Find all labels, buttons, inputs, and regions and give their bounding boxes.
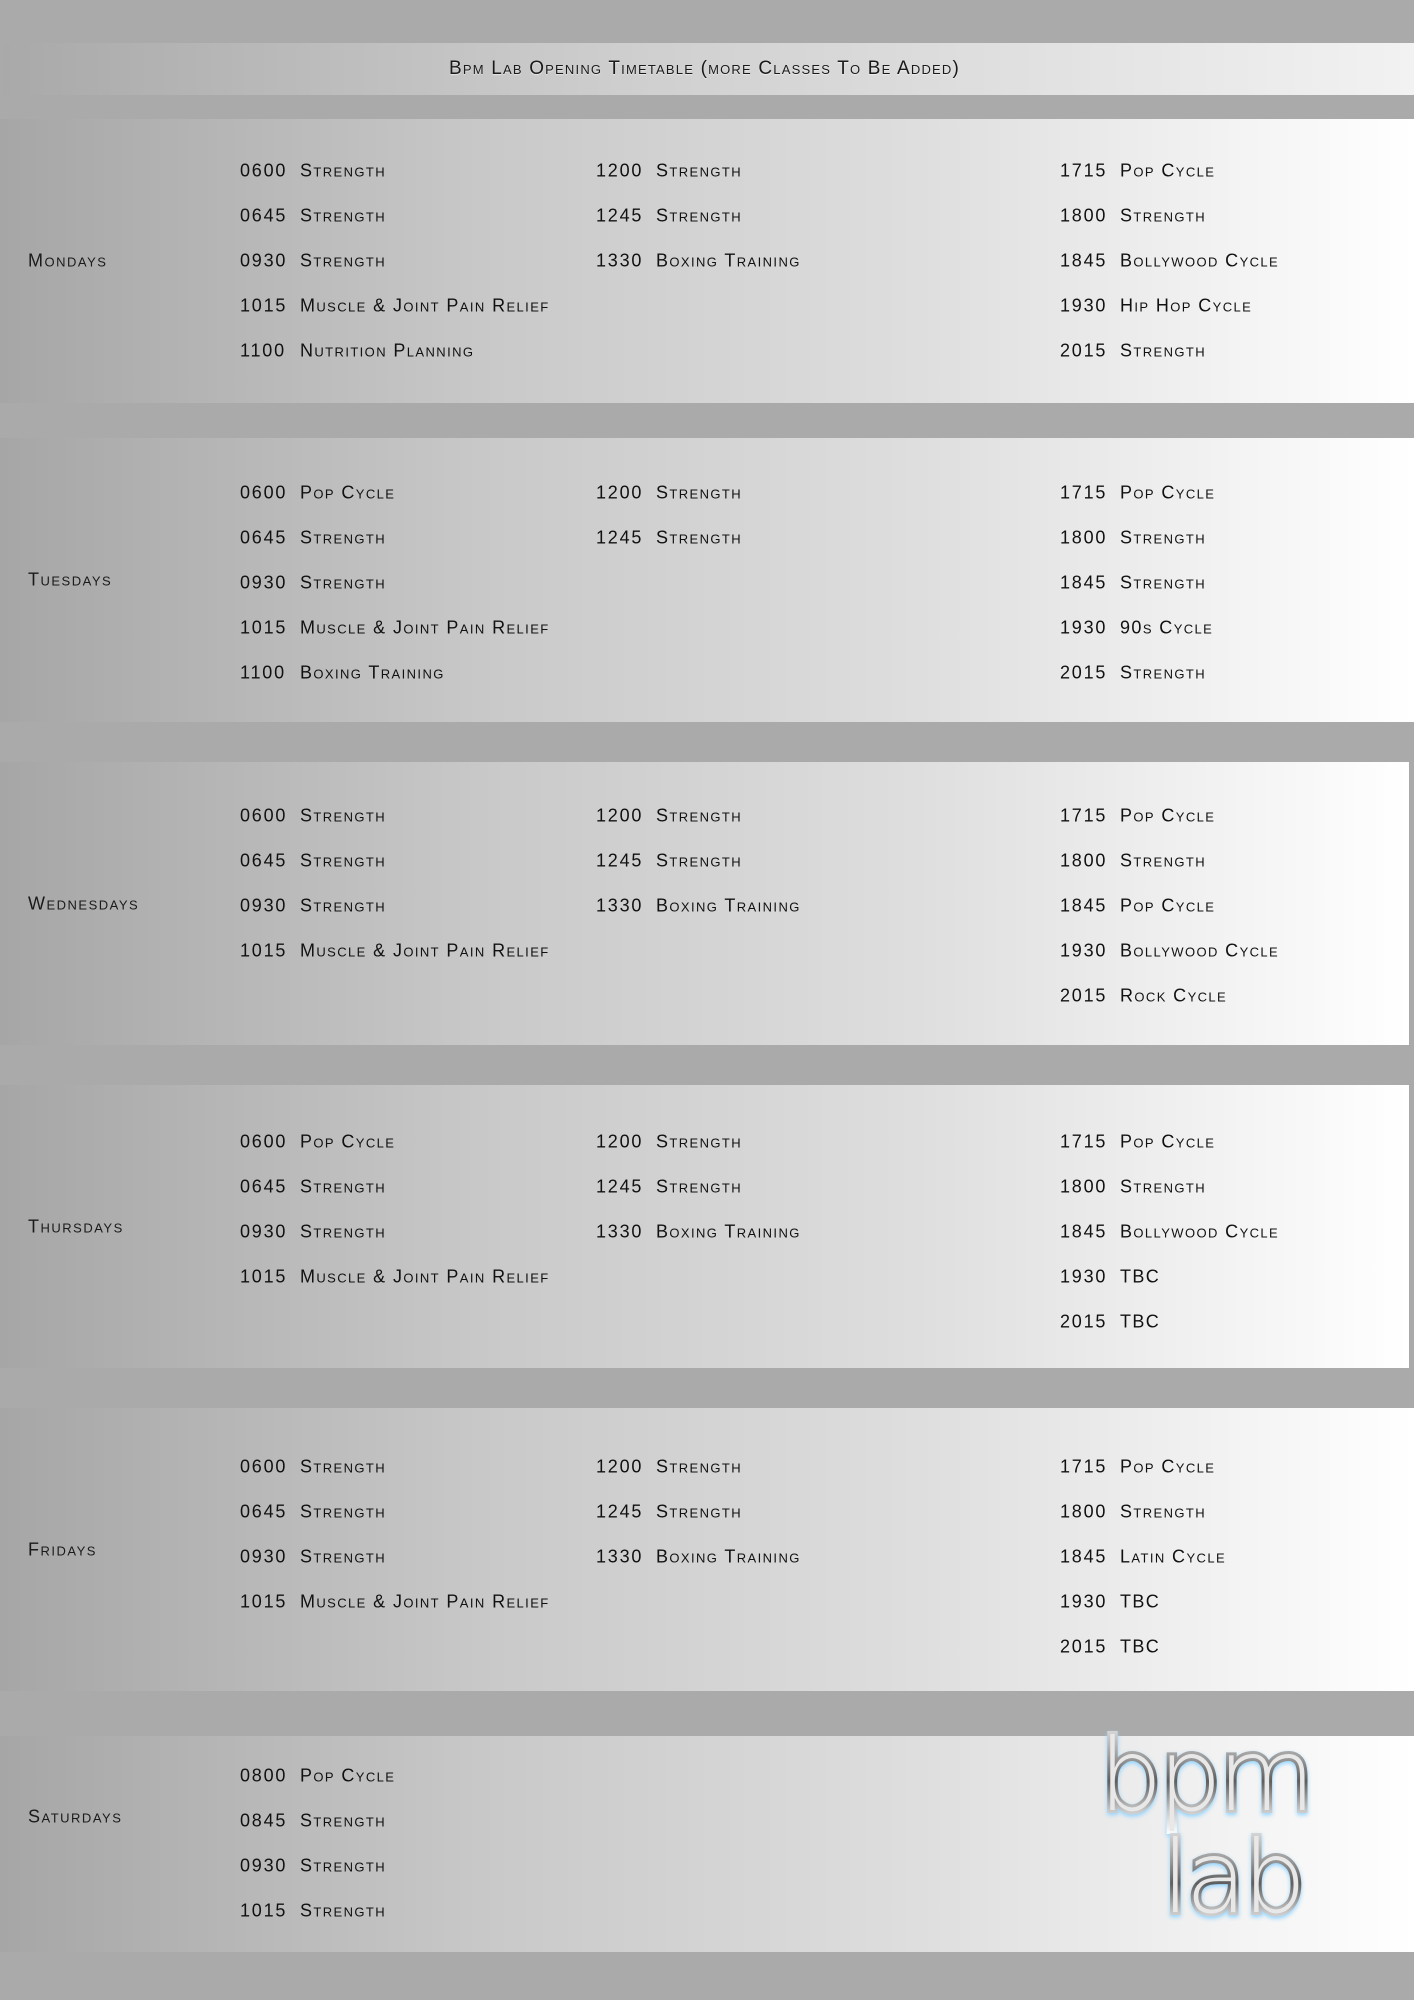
class-entry xyxy=(240,941,550,962)
class-name: Bollywood Cycle xyxy=(1120,1221,1280,1242)
class-time: 1200 xyxy=(596,160,644,181)
class-time: 0600 xyxy=(240,1131,288,1152)
class-time: 1330 xyxy=(596,1221,644,1242)
class-time: 0845 xyxy=(240,1810,288,1831)
class-time: 0645 xyxy=(240,1501,288,1522)
class-time: 1015 xyxy=(240,1591,288,1612)
class-name: TBC xyxy=(1120,1266,1161,1287)
class-name: Pop Cycle xyxy=(1120,482,1216,503)
class-entry xyxy=(1060,1177,1206,1198)
class-entry xyxy=(1060,1637,1160,1658)
class-time: 2015 xyxy=(1060,985,1108,1006)
class-time: 1245 xyxy=(596,1176,644,1197)
class-time: 1930 xyxy=(1060,1266,1108,1287)
class-time: 0600 xyxy=(240,1456,288,1477)
logo-text-line1: bpm xyxy=(1098,1722,1312,1834)
class-entry xyxy=(1060,341,1206,362)
class-name: Strength xyxy=(1120,527,1207,548)
class-name: Hip Hop Cycle xyxy=(1120,295,1253,316)
class-entry xyxy=(1060,1547,1226,1568)
class-time: 1845 xyxy=(1060,1546,1108,1567)
class-time: 2015 xyxy=(1060,662,1108,683)
class-entry xyxy=(596,806,742,827)
class-time: 1715 xyxy=(1060,160,1108,181)
class-time: 0930 xyxy=(240,250,288,271)
class-time: 1930 xyxy=(1060,295,1108,316)
class-name: Boxing Training xyxy=(656,1546,801,1567)
day-label: Saturdays xyxy=(28,1806,123,1827)
class-time: 1100 xyxy=(240,340,286,361)
class-entry xyxy=(240,528,386,549)
class-entry xyxy=(240,206,386,227)
class-entry xyxy=(240,1547,386,1568)
class-time: 1200 xyxy=(596,805,644,826)
class-entry xyxy=(596,1457,742,1478)
class-time: 1715 xyxy=(1060,1456,1108,1477)
class-name: Strength xyxy=(656,850,743,871)
class-name: Muscle & Joint Pain Relief xyxy=(300,1591,550,1612)
class-time: 1245 xyxy=(596,850,644,871)
class-name: Boxing Training xyxy=(656,1221,801,1242)
class-entry xyxy=(1060,896,1215,917)
class-entry xyxy=(1060,1592,1160,1613)
class-entry xyxy=(240,1901,386,1922)
class-name: Pop Cycle xyxy=(1120,1456,1216,1477)
class-time: 0930 xyxy=(240,895,288,916)
class-name: 90s Cycle xyxy=(1120,617,1214,638)
class-name: Pop Cycle xyxy=(1120,805,1216,826)
class-entry xyxy=(596,851,742,872)
class-name: Pop Cycle xyxy=(300,1765,396,1786)
class-entry xyxy=(240,618,550,639)
day-label: Tuesdays xyxy=(28,569,113,590)
class-entry xyxy=(240,1592,550,1613)
class-time: 1930 xyxy=(1060,1591,1108,1612)
class-time: 1930 xyxy=(1060,617,1108,638)
class-name: Strength xyxy=(656,527,743,548)
title-banner xyxy=(3,43,1414,95)
bpm-lab-logo xyxy=(1080,1722,1330,1927)
class-entry xyxy=(596,1222,801,1243)
class-entry xyxy=(596,1547,801,1568)
class-name: Rock Cycle xyxy=(1120,985,1228,1006)
class-entry xyxy=(240,1222,386,1243)
class-entry xyxy=(1060,296,1252,317)
class-name: Pop Cycle xyxy=(1120,1131,1216,1152)
class-entry xyxy=(596,1132,742,1153)
class-entry xyxy=(1060,851,1206,872)
class-name: TBC xyxy=(1120,1591,1161,1612)
class-time: 1015 xyxy=(240,617,288,638)
class-name: Muscle & Joint Pain Relief xyxy=(300,940,550,961)
class-time: 0645 xyxy=(240,527,288,548)
class-entry xyxy=(1060,1267,1160,1288)
class-time: 1330 xyxy=(596,250,644,271)
class-entry xyxy=(596,206,742,227)
day-label: Fridays xyxy=(28,1539,97,1559)
class-time: 0645 xyxy=(240,205,288,226)
class-name: Boxing Training xyxy=(656,250,801,271)
class-entry xyxy=(240,1132,395,1153)
class-entry xyxy=(1060,528,1206,549)
class-time: 0800 xyxy=(240,1765,288,1786)
class-entry xyxy=(1060,1132,1215,1153)
class-name: Strength xyxy=(300,527,387,548)
class-entry xyxy=(240,1457,386,1478)
class-name: Strength xyxy=(300,1546,387,1567)
class-entry xyxy=(1060,941,1279,962)
class-name: Nutrition Planning xyxy=(300,340,475,361)
class-name: Strength xyxy=(300,572,387,593)
class-name: Pop Cycle xyxy=(1120,160,1216,181)
class-name: Pop Cycle xyxy=(1120,895,1216,916)
class-time: 1800 xyxy=(1060,1176,1108,1197)
class-name: Strength xyxy=(300,850,387,871)
class-time: 0600 xyxy=(240,482,288,503)
class-time: 1800 xyxy=(1060,850,1108,871)
class-time: 1245 xyxy=(596,1501,644,1522)
class-entry xyxy=(240,483,395,504)
class-time: 1715 xyxy=(1060,1131,1108,1152)
class-time: 2015 xyxy=(1060,340,1108,361)
class-name: Latin Cycle xyxy=(1120,1546,1227,1567)
class-name: Strength xyxy=(300,160,387,181)
class-entry xyxy=(1060,1222,1279,1243)
class-time: 1800 xyxy=(1060,205,1108,226)
class-name: Strength xyxy=(656,1456,743,1477)
day-label: Mondays xyxy=(28,250,108,271)
class-entry xyxy=(240,1502,386,1523)
class-time: 1200 xyxy=(596,1456,644,1477)
class-name: TBC xyxy=(1120,1311,1161,1332)
class-name: Strength xyxy=(300,895,387,916)
day-label: Wednesdays xyxy=(28,893,140,913)
class-entry xyxy=(1060,986,1227,1007)
class-name: Pop Cycle xyxy=(300,1131,396,1152)
class-entry xyxy=(1060,206,1206,227)
class-name: Bollywood Cycle xyxy=(1120,250,1280,271)
day-label: Thursdays xyxy=(28,1216,124,1236)
class-time: 1845 xyxy=(1060,1221,1108,1242)
class-name: Muscle & Joint Pain Relief xyxy=(300,295,550,316)
class-name: Strength xyxy=(300,1810,387,1831)
class-time: 0930 xyxy=(240,1221,288,1242)
class-entry xyxy=(1060,161,1215,182)
class-time: 0930 xyxy=(240,1546,288,1567)
class-entry xyxy=(596,528,742,549)
class-name: Strength xyxy=(1120,205,1207,226)
class-time: 1930 xyxy=(1060,940,1108,961)
class-time: 1845 xyxy=(1060,895,1108,916)
class-name: Strength xyxy=(1120,572,1207,593)
class-name: Strength xyxy=(300,1176,387,1197)
class-time: 2015 xyxy=(1060,1311,1108,1332)
class-time: 2015 xyxy=(1060,1636,1108,1657)
class-name: Boxing Training xyxy=(656,895,801,916)
class-entry xyxy=(240,806,386,827)
class-entry xyxy=(240,1766,395,1787)
class-time: 1245 xyxy=(596,527,644,548)
class-entry xyxy=(240,663,445,684)
class-time: 1015 xyxy=(240,940,288,961)
logo-text-line2: lab xyxy=(1161,1819,1303,1927)
class-time: 1800 xyxy=(1060,527,1108,548)
page-title: Bpm Lab Opening Timetable (more Classes To Be Added) xyxy=(448,58,961,79)
class-name: Strength xyxy=(656,160,743,181)
class-name: Pop Cycle xyxy=(300,482,396,503)
class-name: Strength xyxy=(300,1221,387,1242)
class-entry xyxy=(240,341,474,362)
class-entry xyxy=(240,573,386,594)
class-name: Strength xyxy=(656,1501,743,1522)
class-entry xyxy=(596,896,801,917)
class-name: Strength xyxy=(656,1176,743,1197)
class-entry xyxy=(240,1811,386,1832)
class-name: Strength xyxy=(656,805,743,826)
class-entry xyxy=(240,1267,550,1288)
class-time: 1800 xyxy=(1060,1501,1108,1522)
class-entry xyxy=(1060,573,1206,594)
class-entry xyxy=(240,1177,386,1198)
class-name: Strength xyxy=(656,482,743,503)
class-name: TBC xyxy=(1120,1636,1161,1657)
class-entry xyxy=(1060,618,1213,639)
class-entry xyxy=(1060,483,1215,504)
class-entry xyxy=(1060,251,1279,272)
class-entry xyxy=(240,851,386,872)
class-name: Strength xyxy=(300,1855,387,1876)
class-entry xyxy=(240,251,386,272)
class-name: Strength xyxy=(656,1131,743,1152)
class-entry xyxy=(1060,806,1215,827)
class-name: Strength xyxy=(1120,662,1207,683)
class-name: Strength xyxy=(300,805,387,826)
class-time: 1015 xyxy=(240,1900,288,1921)
class-entry xyxy=(1060,1312,1160,1333)
class-time: 1330 xyxy=(596,895,644,916)
class-time: 0600 xyxy=(240,805,288,826)
class-name: Boxing Training xyxy=(300,662,445,683)
class-time: 0645 xyxy=(240,1176,288,1197)
class-entry xyxy=(596,483,742,504)
class-entry xyxy=(1060,663,1206,684)
class-name: Strength xyxy=(1120,850,1207,871)
class-time: 0645 xyxy=(240,850,288,871)
class-entry xyxy=(240,161,386,182)
class-name: Strength xyxy=(300,1900,387,1921)
class-name: Bollywood Cycle xyxy=(1120,940,1280,961)
class-name: Strength xyxy=(300,1501,387,1522)
class-time: 1015 xyxy=(240,295,288,316)
class-entry xyxy=(240,296,550,317)
class-time: 1200 xyxy=(596,482,644,503)
class-entry xyxy=(596,1502,742,1523)
class-name: Strength xyxy=(1120,1176,1207,1197)
class-entry xyxy=(596,1177,742,1198)
class-entry xyxy=(240,1856,386,1877)
class-time: 0930 xyxy=(240,1855,288,1876)
class-time: 0930 xyxy=(240,572,288,593)
class-name: Strength xyxy=(1120,1501,1207,1522)
class-entry xyxy=(1060,1502,1206,1523)
class-time: 1100 xyxy=(240,662,286,683)
class-name: Strength xyxy=(300,1456,387,1477)
class-name: Strength xyxy=(1120,340,1207,361)
class-time: 1330 xyxy=(596,1546,644,1567)
class-time: 1715 xyxy=(1060,482,1108,503)
class-name: Strength xyxy=(656,205,743,226)
class-entry xyxy=(240,896,386,917)
class-time: 1845 xyxy=(1060,572,1108,593)
class-entry xyxy=(596,251,801,272)
class-time: 1845 xyxy=(1060,250,1108,271)
class-name: Strength xyxy=(300,250,387,271)
class-entry xyxy=(1060,1457,1215,1478)
class-time: 0600 xyxy=(240,160,288,181)
class-time: 1015 xyxy=(240,1266,288,1287)
class-time: 1715 xyxy=(1060,805,1108,826)
class-name: Muscle & Joint Pain Relief xyxy=(300,617,550,638)
class-entry xyxy=(596,161,742,182)
class-time: 1245 xyxy=(596,205,644,226)
class-name: Muscle & Joint Pain Relief xyxy=(300,1266,550,1287)
class-time: 1200 xyxy=(596,1131,644,1152)
class-name: Strength xyxy=(300,205,387,226)
